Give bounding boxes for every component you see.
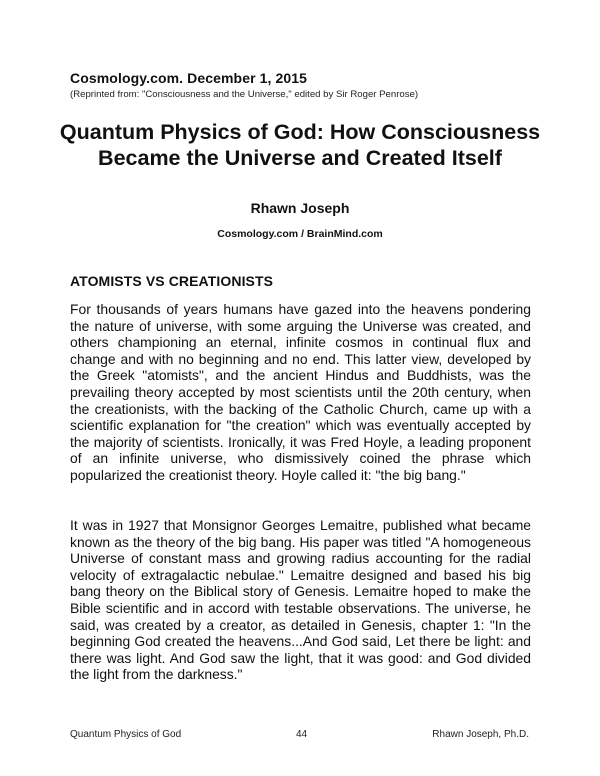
article-author: Rhawn Joseph xyxy=(250,200,350,216)
footer-page-number: 44 xyxy=(296,729,308,740)
body-paragraph-1: For thousands of years humans have gazed into the heavens pondering the nature of universe, with some arguing the Universe was created, and others championing an eternal, infinite cosmos in continual flux and change and with no beginning and no end. This latter view, developed by the Greek "atomists", and the ancient Hindus and Buddhists, was the prevailing theory accepted by most scientists until the 20th century, when the creationists, with the backing of the Catholic Church, came up with a scientific explanation for "the creation" which was eventually accepted by the majority of scientists. Ironically, it was Fred Hoyle, a leading proponent of an infinite universe, who dismissively coined the phrase which popularized the creationist theory. Hoyle called it: "the big bang." xyxy=(70,301,531,483)
article-title: Quantum Physics of God: How Consciousness Became the Universe and Created Itself xyxy=(59,120,541,170)
footer-author: Rhawn Joseph, Ph.D. xyxy=(432,729,529,740)
section-heading: ATOMISTS VS CREATIONISTS xyxy=(70,273,274,289)
source-line: Cosmology.com. December 1, 2015 xyxy=(70,70,308,86)
reprint-note: (Reprinted from: "Consciousness and the Universe," edited by Sir Roger Penrose) xyxy=(70,89,419,100)
footer-running-title: Quantum Physics of God xyxy=(70,729,182,740)
body-paragraph-2: It was in 1927 that Monsignor Georges Lemaitre, published what became known as the theory of the big bang. His paper was titled "A homogeneous Universe of constant mass and growing radius accounting for the radial velocity of extragalactic nebulae." Lemaitre designed and based his big bang theory on the Biblical story of Genesis. Lemaitre hoped to make the Bible scientific and in accord with testable observations. The universe, he said, was created by a creator, as detailed in Genesis, chapter 1: "In the beginning God created the heavens...And God said, Let there be light: and there was light. And God saw the light, that it was good: and God divided the light from the darkness." xyxy=(70,517,531,683)
article-affiliation: Cosmology.com / BrainMind.com xyxy=(217,228,383,240)
